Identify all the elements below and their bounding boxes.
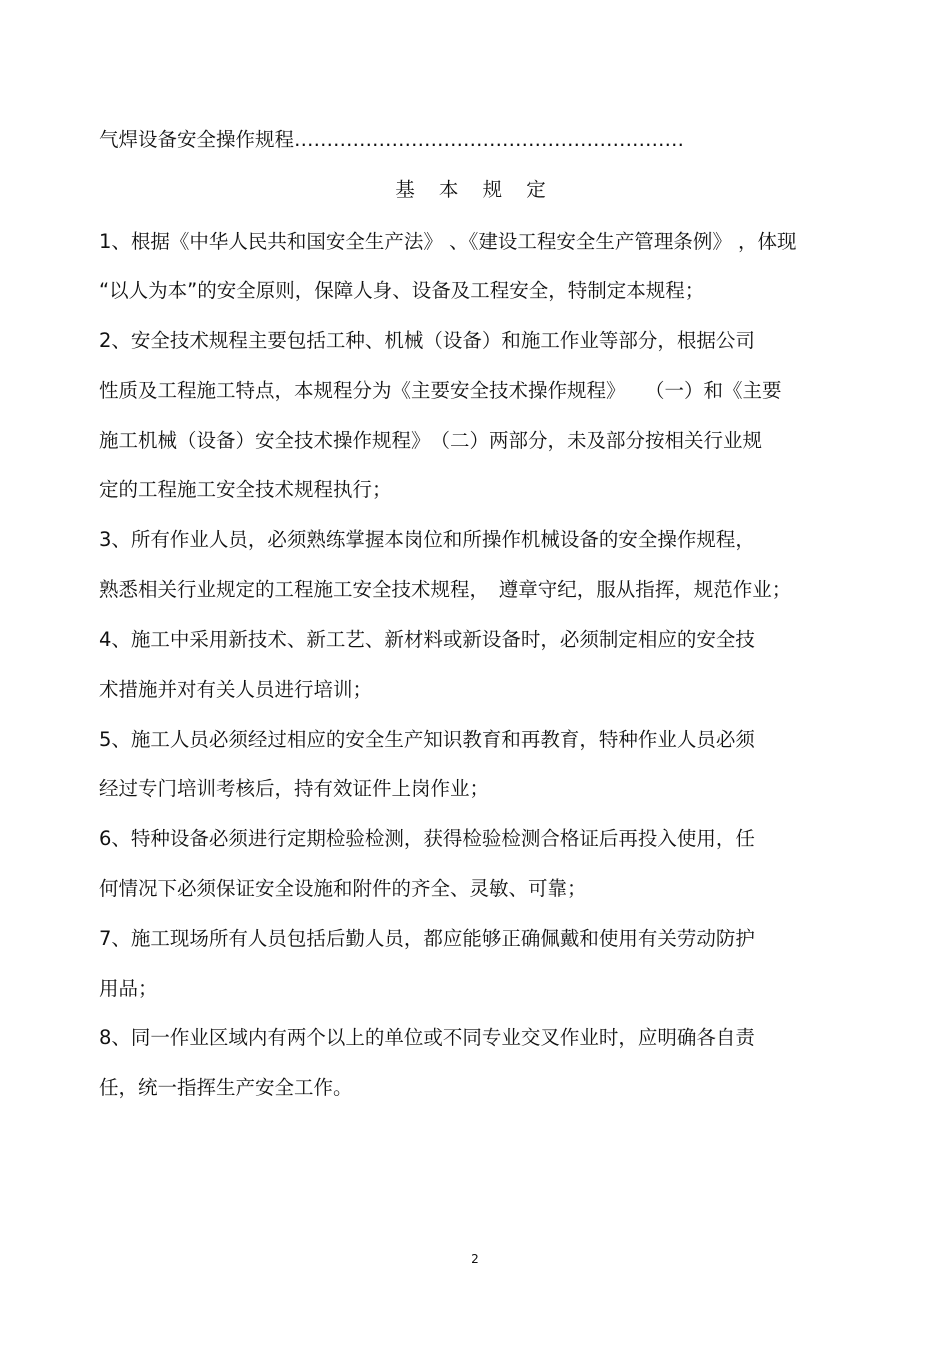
- section-heading: 基 本 规 定: [395, 178, 555, 201]
- body-line: 用品；: [99, 977, 158, 1000]
- body-line: 熟悉相关行业规定的工程施工安全技术规程， 遵章守纪，服从指挥，规范作业；: [99, 578, 792, 601]
- body-line: 2、安全技术规程主要包括工种、机械（设备）和施工作业等部分，根据公司: [99, 329, 755, 352]
- body-line: 3、所有作业人员，必须熟练掌握本岗位和所操作机械设备的安全操作规程，: [99, 528, 755, 551]
- body-line: 定的工程施工安全技术规程执行；: [99, 478, 392, 501]
- body-line: 8、同一作业区域内有两个以上的单位或不同专业交叉作业时，应明确各自责: [99, 1026, 755, 1049]
- body-line: “以人为本”的安全原则，保障人身、设备及工程安全，特制定本规程；: [99, 279, 705, 302]
- body-line: 6、特种设备必须进行定期检验检测，获得检验检测合格证后再投入使用，任: [99, 827, 755, 850]
- body-line: 5、施工人员必须经过相应的安全生产知识教育和再教育，特种作业人员必须: [99, 728, 755, 751]
- body-line: 任，统一指挥生产安全工作。: [99, 1076, 353, 1099]
- body-line: 施工机械（设备）安全技术操作规程》 （二）两部分，未及部分按相关行业规: [99, 429, 763, 452]
- toc-entry: 气焊设备安全操作规程……………………………………………………: [99, 128, 685, 151]
- body-line: 术措施并对有关人员进行培训；: [99, 678, 373, 701]
- body-line: 性质及工程施工特点，本规程分为《主要安全技术操作规程》 （一）和《主要: [99, 379, 782, 402]
- body-line: 经过专门培训考核后，持有效证件上岗作业；: [99, 777, 490, 800]
- page-number: 2: [471, 1252, 479, 1266]
- body-line: 1、根据《中华人民共和国安全生产法》 、《建设工程安全生产管理条例》 ，体现: [99, 230, 797, 253]
- body-line: 何情况下必须保证安全设施和附件的齐全、灵敏、可靠；: [99, 877, 587, 900]
- body-line: 7、施工现场所有人员包括后勤人员，都应能够正确佩戴和使用有关劳动防护: [99, 927, 755, 950]
- body-line: 4、施工中采用新技术、新工艺、新材料或新设备时，必须制定相应的安全技: [99, 628, 755, 651]
